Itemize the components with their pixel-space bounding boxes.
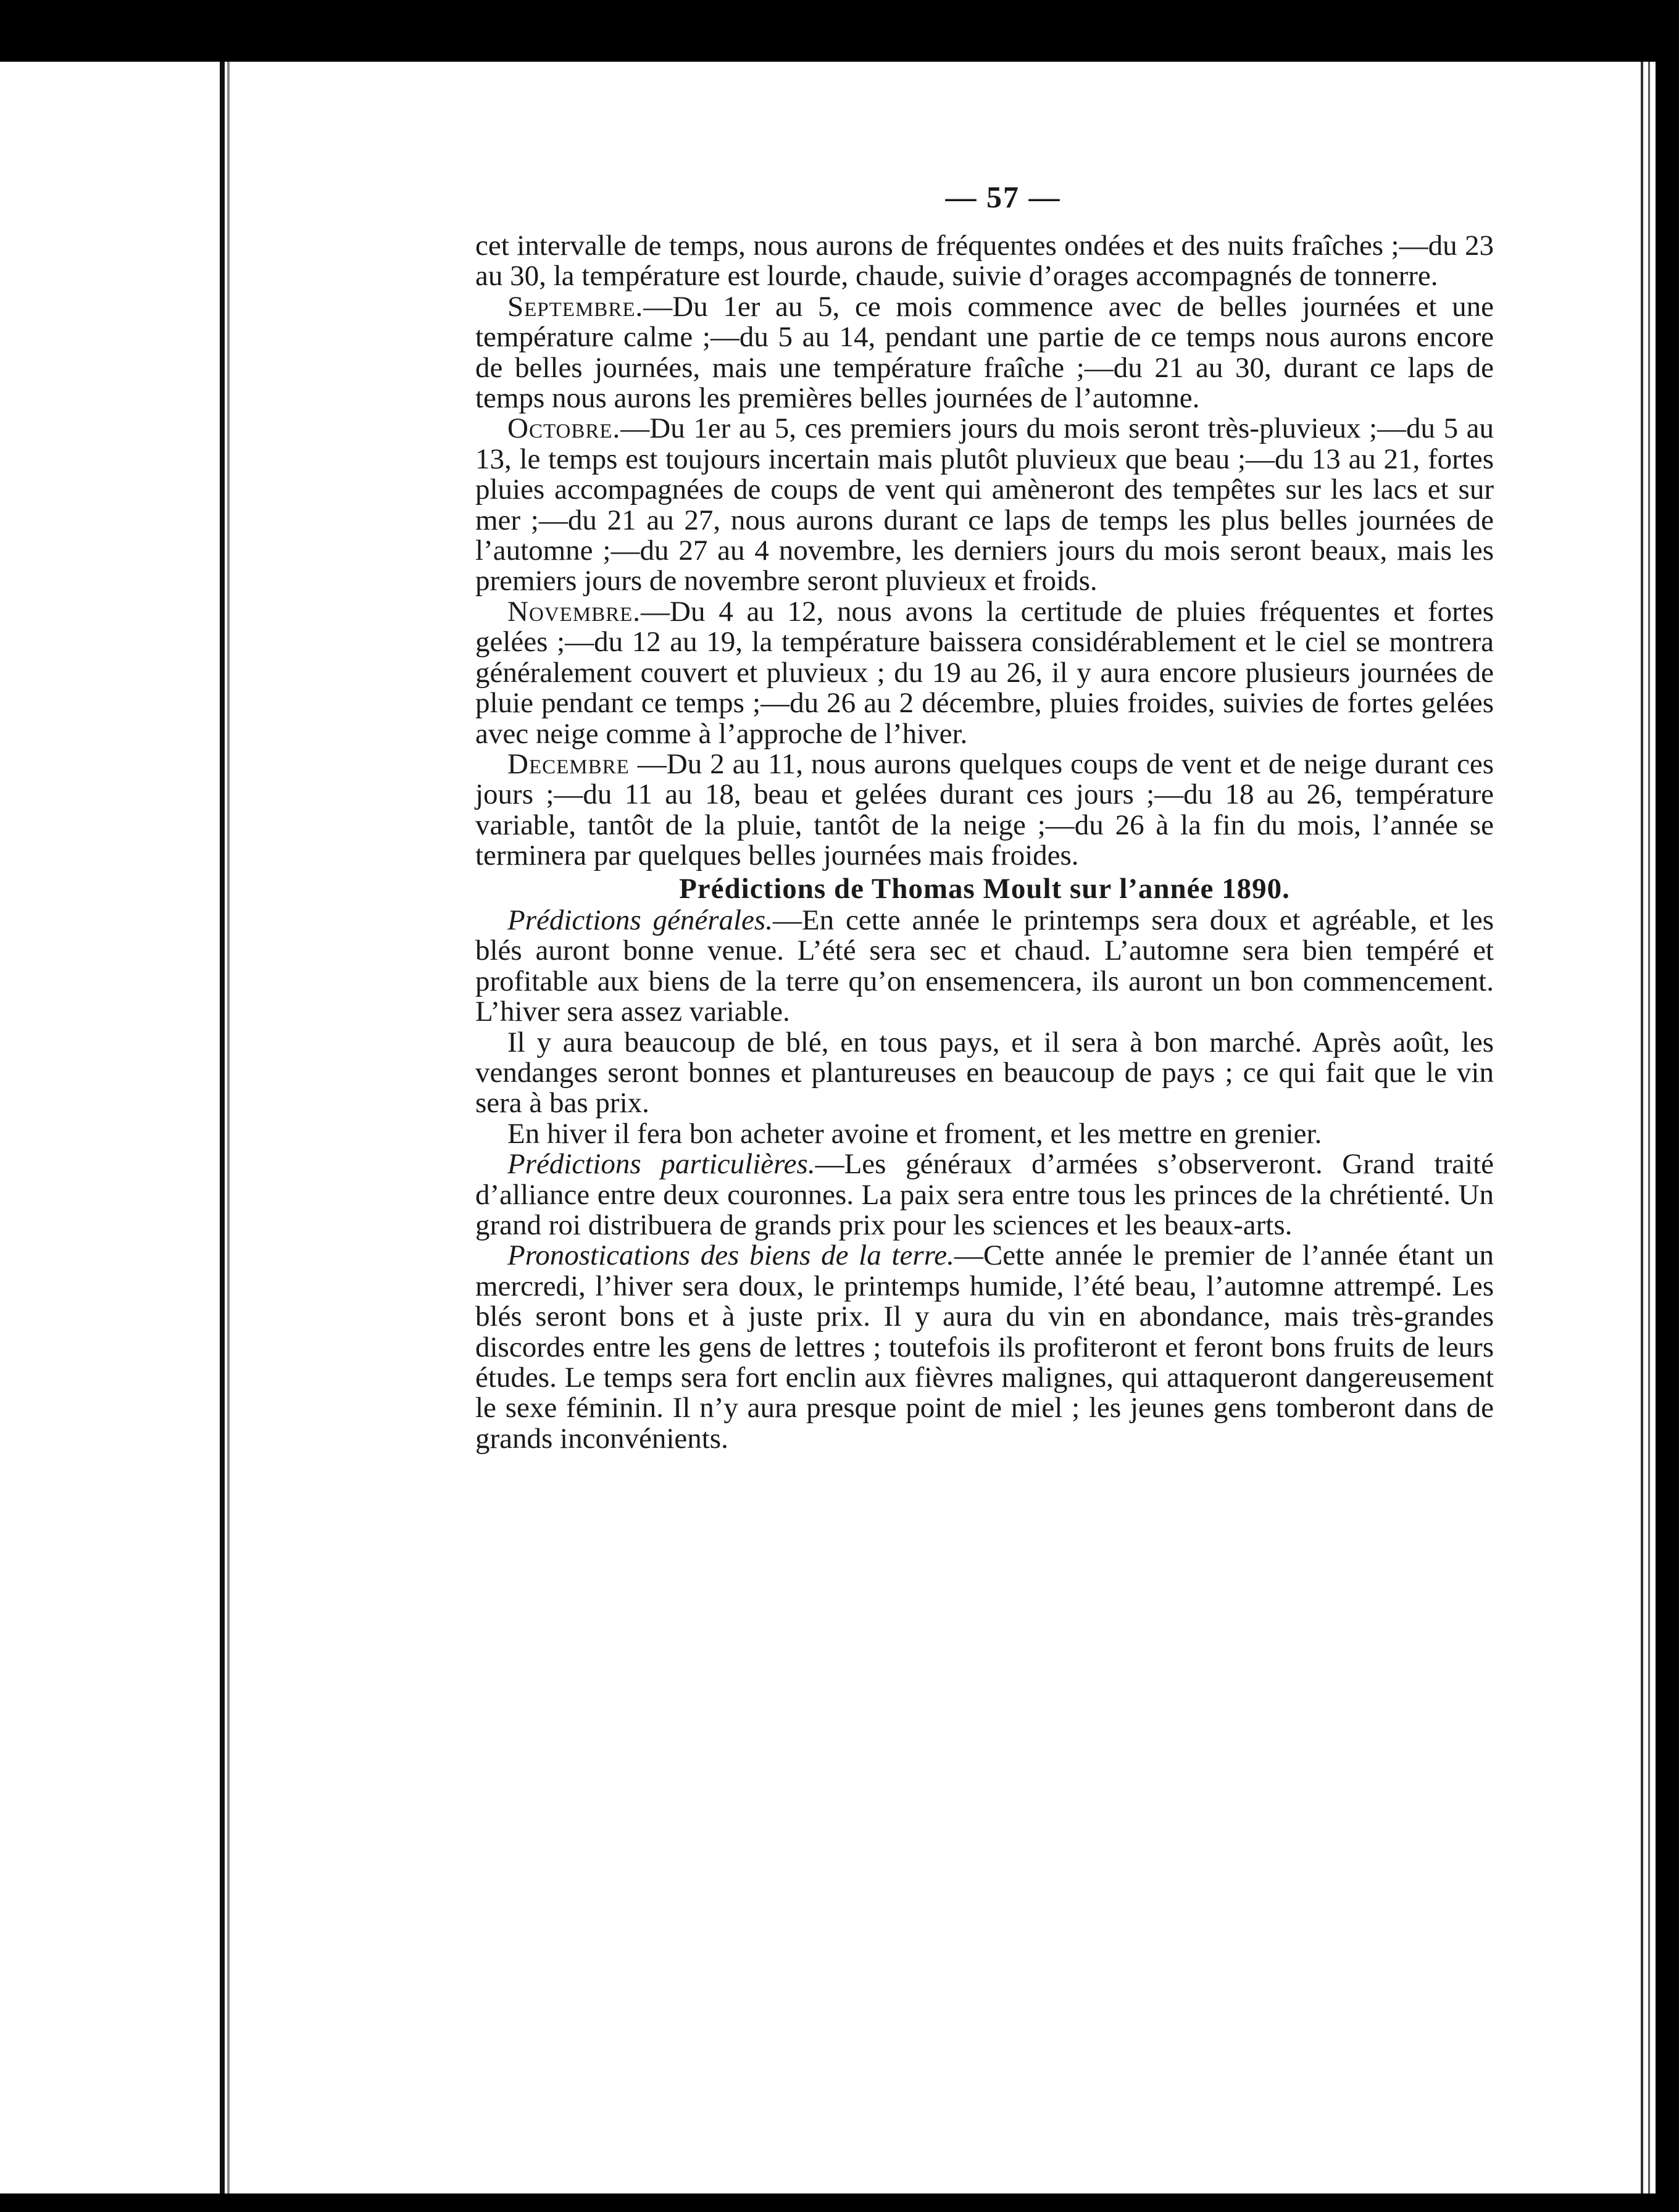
prognostications-label: Pronostications des biens de la terre.	[507, 1239, 954, 1272]
general-predictions-text: —En cette année le printemps sera doux et agréable, et les blés auront bonne venue. L’été sera sec et chaud. L’automne sera bien tempéré et profitable aux biens de la terre qu’on ensemencera, ils auront un bon commencement. L’hiver sera assez variable.	[475, 904, 1494, 1028]
month-label-september: Septembre.	[507, 290, 644, 323]
december-text: —Du 2 au 11, nous aurons quelques coups de vent et de neige durant ces jours ;—du 11 au 18, beau et gelées durant ces jours ;—du 18 au 26, température variable, tantôt de la pluie, tantôt de la neige ;—du 26 à la fin du mois, l’année se terminera par quelques belles journées mais froides.	[475, 747, 1494, 872]
page-edge-line	[1641, 62, 1643, 2193]
november-text: —Du 4 au 12, nous avons la certitude de pluies fréquentes et fortes gelées ;—du 12 au 19, la température baissera considérablement et le ciel se montrera généralement couvert et pluvieux ; du 19 au 26, il y aura encore plusieurs journées de pluie pendant ce temps ;—du 26 au 2 décembre, pluies froides, suivies de fortes gelées avec neige comme à l’approche de l’hiver.	[475, 595, 1494, 750]
paragraph-september	[475, 292, 1494, 414]
scan-border-right	[1656, 0, 1679, 2212]
paragraph-winter: En hiver il fera bon acheter avoine et froment, et les mettre en grenier.	[507, 1117, 1322, 1150]
paragraph-particular-predictions	[475, 1149, 1494, 1241]
book-page	[475, 179, 1494, 1454]
page-number: — 57 —	[945, 180, 1061, 214]
paragraph-general-predictions	[475, 905, 1494, 1028]
prognostications-text: —Cette année le premier de l’année étant un mercredi, l’hiver sera doux, le printemps humide, l’été beau, l’automne attrempé. Les blés seront bons et à juste prix. Il y aura du vin en abondance, mais très-grandes discordes entre les gens de lettres ; toutefois ils profiteront et feront bons fruits de leurs études. Le temps sera fort enclin aux fièvres malignes, qui attaqueront dangereusement le sexe féminin. Il n’y aura presque point de miel ; les jeunes gens tomberont dans de grands inconvénients.	[475, 1239, 1494, 1455]
particular-predictions-text: —Les généraux d’armées s’observeront. Grand traité d’alliance entre deux couronnes. La paix sera entre tous les princes de la chrétienté. Un grand roi distribuera de grands prix pour les sciences et les beaux-arts.	[475, 1148, 1494, 1241]
scan-border-top	[0, 0, 1679, 62]
paragraph-prognostications	[475, 1241, 1494, 1454]
month-label-october: Octobre.	[507, 412, 621, 445]
month-label-december: Decembre	[507, 747, 630, 780]
paragraph-wheat: Il y aura beaucoup de blé, en tous pays, et il sera à bon marché. Après août, les vendanges seront bonnes et plantureuses en beaucoup de pays ; ce qui fait que le vin sera à bas prix.	[475, 1026, 1494, 1120]
facing-page-edge	[0, 62, 222, 2193]
section-heading: Prédictions de Thomas Moult sur l’année 1890.	[679, 872, 1290, 905]
book-spine	[220, 62, 225, 2193]
paragraph-november	[475, 597, 1494, 749]
paragraph-october	[475, 414, 1494, 596]
month-label-november: Novembre.	[507, 595, 641, 628]
particular-predictions-label: Prédictions particulières.	[507, 1148, 815, 1181]
book-spine-shadow	[227, 62, 230, 2193]
september-text: —Du 1er au 5, ce mois commence avec de belles journées et une température calme ;—du 5 au 14, pendant une partie de ce temps nous aurons encore de belles journées, mais une température fraîche ;—du 21 au 30, durant ce laps de temps nous aurons les premières belles journées de l’automne.	[475, 290, 1494, 415]
paragraph-december	[475, 749, 1494, 871]
paragraph-august-end: cet intervalle de temps, nous aurons de fréquentes ondées et des nuits fraîches ;—du 23 au 30, la température est lourde, chaude, suivie d’orages accompagnés de tonnerre.	[475, 230, 1494, 293]
scan-border-bottom	[0, 2193, 1679, 2212]
general-predictions-label: Prédictions générales.	[507, 904, 773, 936]
october-text: —Du 1er au 5, ces premiers jours du mois seront très-pluvieux ;—du 5 au 13, le temps est toujours incertain mais plutôt pluvieux que beau ;—du 13 au 21, fortes pluies accompagnées de coups de vent qui amèneront des tempêtes sur les lacs et sur mer ;—du 21 au 27, nous aurons durant ce laps de temps les plus belles journées de l’automne ;—du 27 au 4 novembre, les derniers jours du mois seront beaux, mais les premiers jours de novembre seront pluvieux et froids.	[475, 412, 1494, 597]
page-edge-line	[1648, 62, 1650, 2193]
page-body	[475, 231, 1494, 1454]
